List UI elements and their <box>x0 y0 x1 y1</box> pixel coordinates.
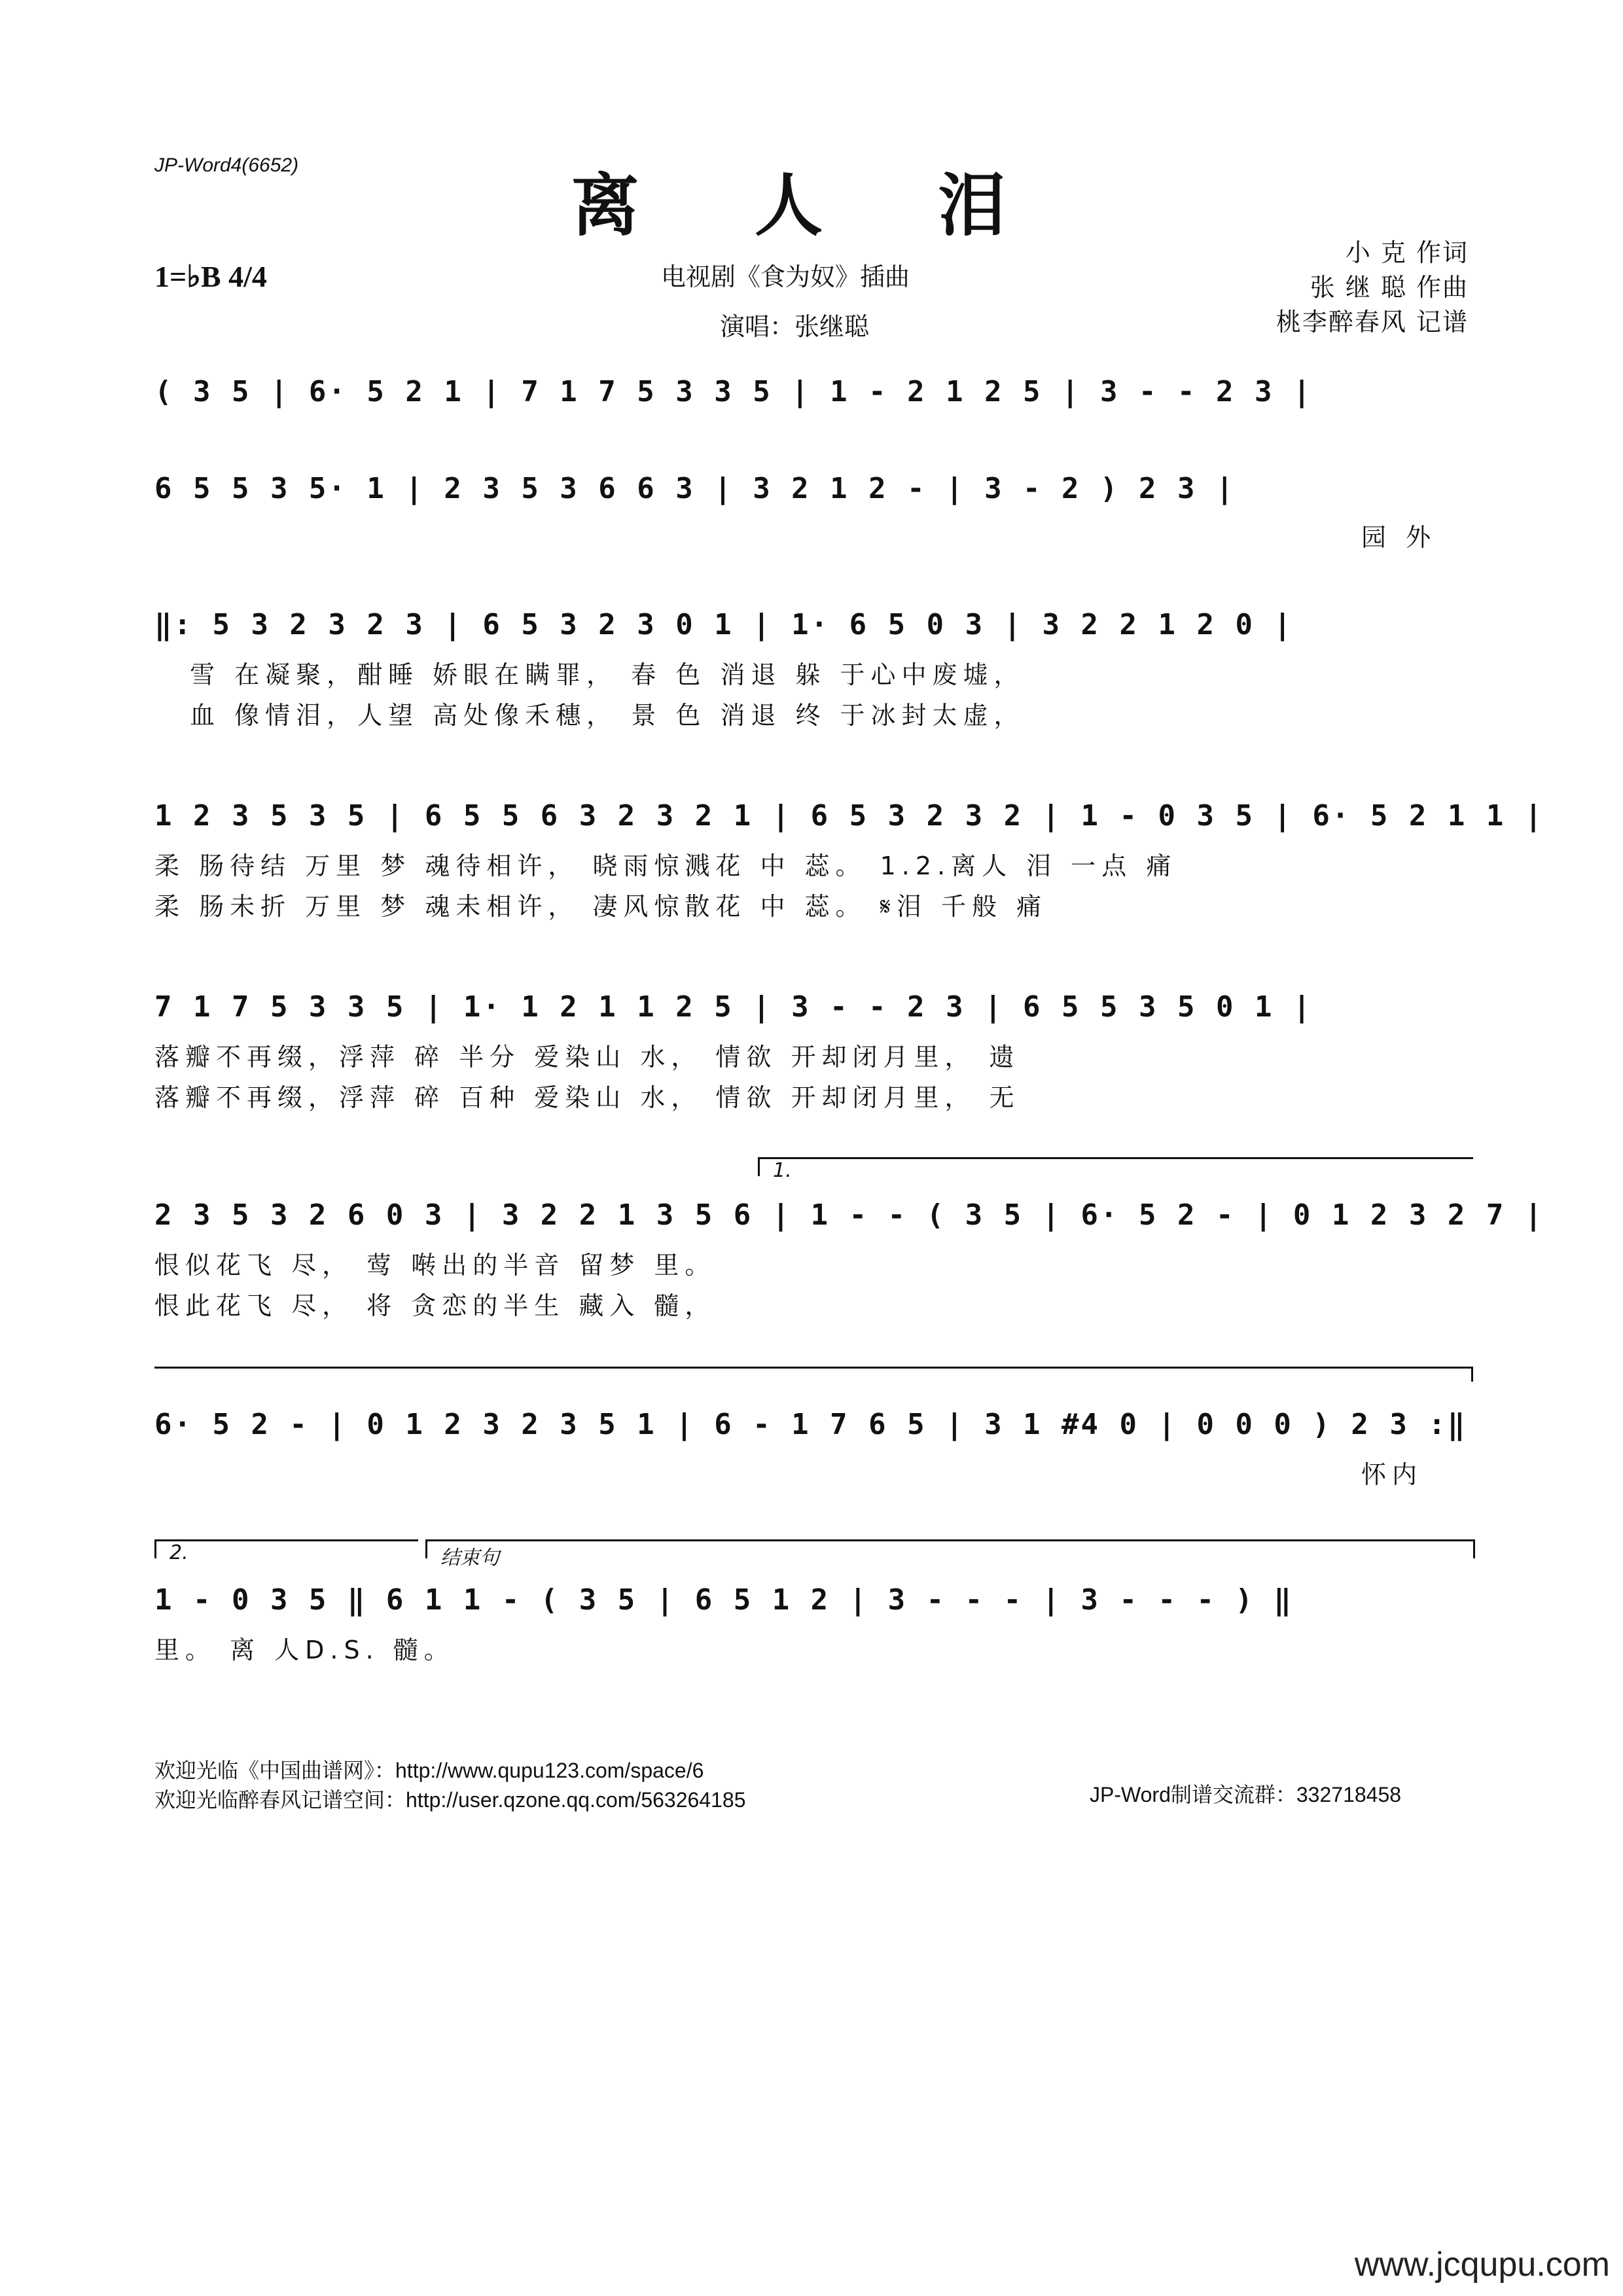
watermark: www.jcqupu.com <box>1354 2246 1610 2284</box>
subtitle: 电视剧《食为奴》插曲 <box>661 262 910 291</box>
notation: 6 5 5 3 5· 1 | 2 3 5 3 6 6 3 | 3 2 1 2 - | 3 - 2 ) 2 3 | <box>154 471 1236 505</box>
notation: 6· 5 2 - | 0 1 2 3 2 3 5 1 | 6 - 1 7 6 5 | 3 1 #4 0 | 0 0 0 ) 2 3 :‖ <box>154 1407 1467 1441</box>
notation: 7 1 7 5 3 3 5 | 1· 1 2 1 1 2 5 | 3 - - 2 3 | 6 5 5 3 5 0 1 | <box>154 990 1313 1024</box>
lyric-verse-2: 恨此花飞 尽， 将 贪恋的半生 藏入 髓， <box>154 1291 716 1320</box>
score-line-2 <box>154 458 1471 518</box>
score-line-4 <box>154 785 1544 846</box>
singer: 演唱：张继聪 <box>720 312 870 341</box>
composer-credit: 张 继 聪 作曲 <box>1310 273 1469 302</box>
song-title: 离 人 泪 <box>571 165 1052 245</box>
lyric-verse-2: 血 像情泪，人望 高处像禾穗， 景 色 消退 终 于冰封太虚， <box>190 701 1025 730</box>
notation: ( 3 5 | 6· 5 2 1 | 7 1 7 5 3 3 5 | 1 - 2 1 2 5 | 3 - - 2 3 | <box>154 374 1313 408</box>
notation: 1 2 3 5 3 5 | 6 5 5 6 3 2 3 2 1 | 6 5 3 2 3 2 | 1 - 0 3 5 | 6· 5 2 1 1 | <box>154 798 1544 833</box>
footer-group: JP-Word制谱交流群：332718458 <box>1090 1783 1402 1806</box>
lyric-verse-2: 柔 肠未折 万里 梦 魂未相许， 凄风惊散花 中 蕊。 𝄋泪 千般 痛 <box>154 892 1048 921</box>
footer-link-1[interactable]: 欢迎光临《中国曲谱网》：http://www.qupu123.com/space/6 <box>154 1759 704 1782</box>
lyric-line: 园 外 <box>1361 523 1437 552</box>
lyric-verse-1: 恨似花飞 尽， 莺 啭出的半音 留梦 里。 <box>154 1251 716 1280</box>
volta-bracket-1 <box>758 1157 1473 1182</box>
software-label: JP-Word4(6652) <box>154 154 299 176</box>
score-line-6 <box>154 1185 1544 1245</box>
volta-bracket-2 <box>154 1539 418 1564</box>
volta-label: 1. <box>773 1159 792 1182</box>
footer-link-2[interactable]: 欢迎光临醉春风记谱空间：http://user.qzone.qq.com/563264185 <box>154 1788 746 1812</box>
notation: 1 - 0 3 5 ‖ 6 1 1 - ( 3 5 | 6 5 1 2 | 3 - - - | 3 - - - ) ‖ <box>154 1583 1293 1617</box>
notation: 2 3 5 3 2 6 0 3 | 3 2 2 1 3 5 6 | 1 - - ( 3 5 | 6· 5 2 - | 0 1 2 3 2 7 | <box>154 1198 1544 1232</box>
score-line-1 <box>154 361 1471 422</box>
lyric-verse-1: 柔 肠待结 万里 梦 魂待相许， 晓雨惊溅花 中 蕊。 1.2.离人 泪 一点 痛 <box>154 852 1177 880</box>
lyric-verse-2: 落瓣不再缀，浮萍 碎 百种 爱染山 水， 情欲 开却闭月里， 无 <box>154 1083 1020 1112</box>
lyricist-credit: 小 克 作词 <box>1345 238 1469 267</box>
notation: ‖: 5 3 2 3 2 3 | 6 5 3 2 3 0 1 | 1· 6 5 0 3 | 3 2 2 1 2 0 | <box>154 607 1293 641</box>
key-signature: 1=♭B 4/4 <box>154 260 267 293</box>
transcriber-credit: 桃李醉春风 记谱 <box>1275 308 1469 336</box>
volta-continuation <box>154 1367 1473 1382</box>
ending-label: 结束句 <box>440 1547 499 1570</box>
score-line-8 <box>154 1570 1471 1630</box>
lyric-verse-1: 落瓣不再缀，浮萍 碎 半分 爱染山 水， 情欲 开却闭月里， 遗 <box>154 1043 1020 1071</box>
score-line-7 <box>154 1394 1471 1454</box>
volta-label: 2. <box>169 1541 188 1564</box>
lyric-line: 里。 离 人D.S. 髓。 <box>154 1636 455 1664</box>
lyric-line: 怀内 <box>1361 1460 1423 1489</box>
coda-bracket <box>425 1539 1475 1570</box>
score-line-3 <box>154 594 1471 655</box>
lyric-verse-1: 雪 在凝聚，酣睡 娇眼在瞒罪， 春 色 消退 躲 于心中废墟， <box>190 660 1025 689</box>
score-line-5 <box>154 977 1471 1037</box>
